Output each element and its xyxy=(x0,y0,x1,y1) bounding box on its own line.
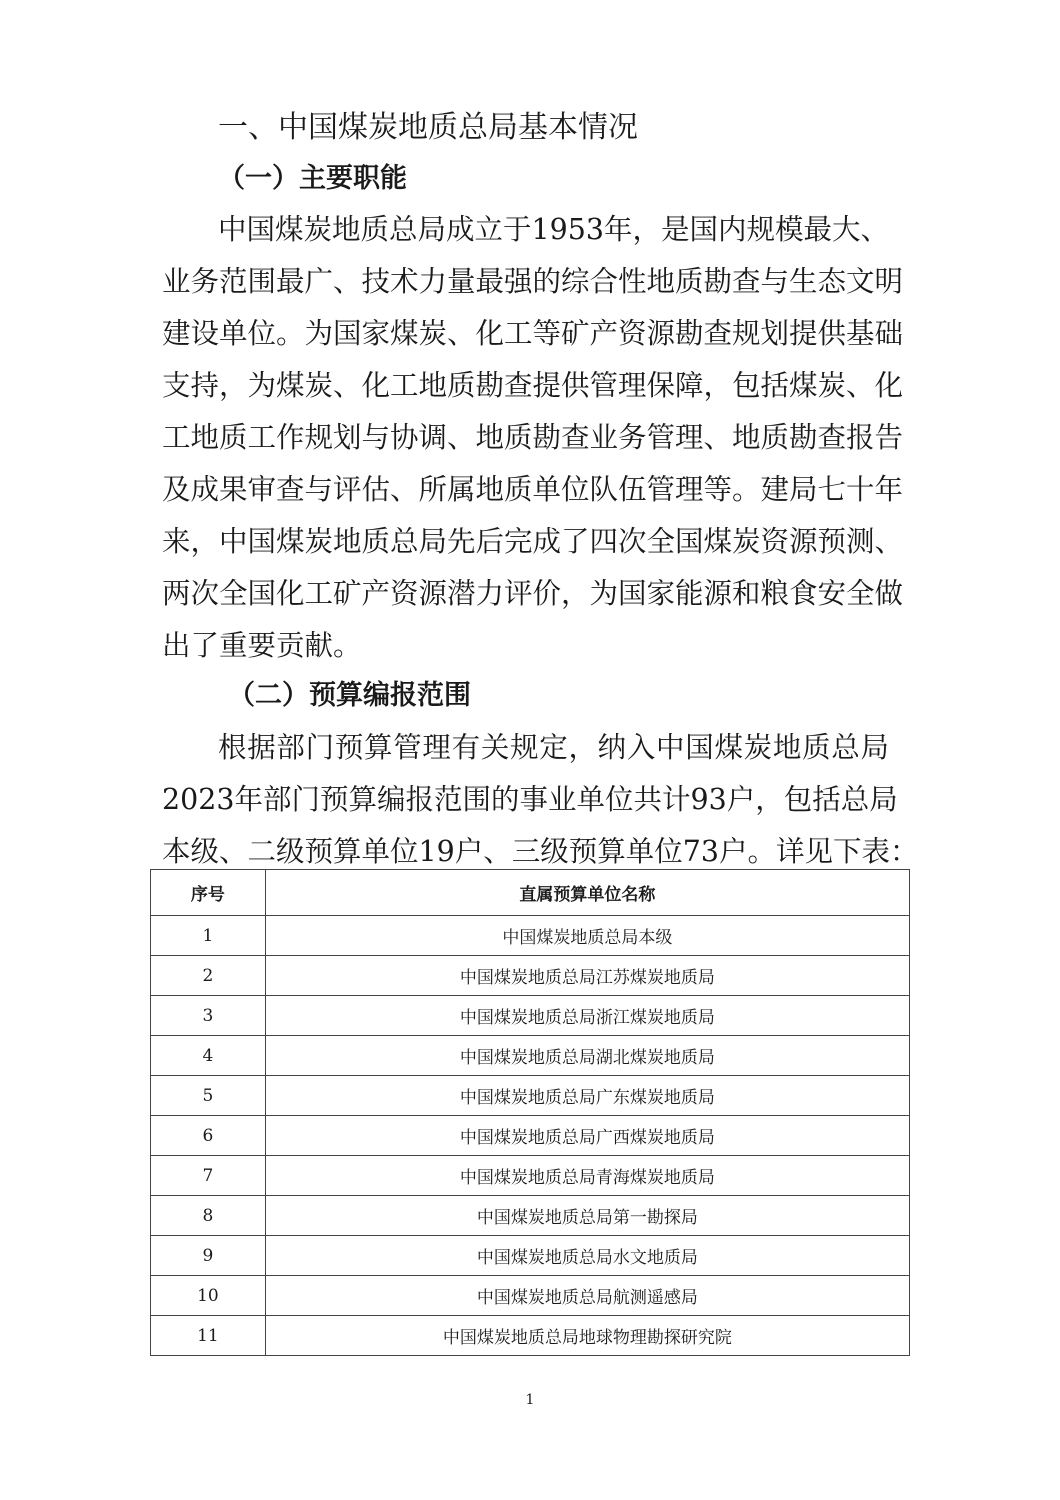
row-index: 3 xyxy=(151,996,266,1036)
table-row xyxy=(151,1156,910,1196)
row-unit-name: 中国煤炭地质总局地球物理勘探研究院 xyxy=(265,1316,909,1356)
table-row xyxy=(151,1076,910,1116)
table-row xyxy=(151,1116,910,1156)
paragraph-line: 本级、二级预算单位19户、三级预算单位73户。详见下表： xyxy=(162,835,919,868)
paragraph-line: 出了重要贡献。 xyxy=(162,629,362,662)
row-unit-name: 中国煤炭地质总局航测遥感局 xyxy=(265,1276,909,1316)
table-row xyxy=(151,996,910,1036)
row-unit-name: 中国煤炭地质总局本级 xyxy=(265,916,909,956)
row-unit-name: 中国煤炭地质总局浙江煤炭地质局 xyxy=(265,996,909,1036)
table-row xyxy=(151,916,910,956)
row-index: 7 xyxy=(151,1156,266,1196)
row-unit-name: 中国煤炭地质总局江苏煤炭地质局 xyxy=(265,956,909,996)
table-row xyxy=(151,1236,910,1276)
paragraph-line: 业务范围最广、技术力量最强的综合性地质勘查与生态文明 xyxy=(162,265,904,298)
row-index: 5 xyxy=(151,1076,266,1116)
table-row xyxy=(151,1196,910,1236)
heading-basic-info: 一、中国煤炭地质总局基本情况 xyxy=(218,110,638,145)
column-header-unit-name: 直属预算单位名称 xyxy=(265,870,909,916)
paragraph-line: 2023年部门预算编报范围的事业单位共计93户，包括总局 xyxy=(162,783,898,816)
budget-units-table xyxy=(150,869,910,1356)
section-title-budget-scope: （二）预算编报范围 xyxy=(228,680,471,711)
row-index: 11 xyxy=(151,1316,266,1356)
paragraph-line: 建设单位。为国家煤炭、化工等矿产资源勘查规划提供基础 xyxy=(162,317,904,350)
row-unit-name: 中国煤炭地质总局水文地质局 xyxy=(265,1236,909,1276)
row-index: 2 xyxy=(151,956,266,996)
paragraph-line: 工地质工作规划与协调、地质勘查业务管理、地质勘查报告 xyxy=(162,421,904,454)
row-index: 9 xyxy=(151,1236,266,1276)
row-index: 10 xyxy=(151,1276,266,1316)
paragraph-line: 两次全国化工矿产资源潜力评价，为国家能源和粮食安全做 xyxy=(162,577,904,610)
table-row xyxy=(151,956,910,996)
table-header-row xyxy=(151,870,910,916)
table-row xyxy=(151,1276,910,1316)
column-header-index: 序号 xyxy=(151,870,266,916)
paragraph-line: 中国煤炭地质总局成立于1953年，是国内规模最大、 xyxy=(218,213,890,246)
paragraph-line: 及成果审查与评估、所属地质单位队伍管理等。建局七十年 xyxy=(162,473,904,506)
row-unit-name: 中国煤炭地质总局广东煤炭地质局 xyxy=(265,1076,909,1116)
row-index: 4 xyxy=(151,1036,266,1076)
row-unit-name: 中国煤炭地质总局广西煤炭地质局 xyxy=(265,1116,909,1156)
row-index: 6 xyxy=(151,1116,266,1156)
paragraph-line: 支持，为煤炭、化工地质勘查提供管理保障，包括煤炭、化 xyxy=(162,369,904,402)
section-title-functions: （一）主要职能 xyxy=(218,163,407,194)
row-unit-name: 中国煤炭地质总局湖北煤炭地质局 xyxy=(265,1036,909,1076)
row-unit-name: 中国煤炭地质总局第一勘探局 xyxy=(265,1196,909,1236)
row-index: 8 xyxy=(151,1196,266,1236)
page-number: 1 xyxy=(525,1392,535,1408)
paragraph-line: 来，中国煤炭地质总局先后完成了四次全国煤炭资源预测、 xyxy=(162,525,904,558)
table-row xyxy=(151,1036,910,1076)
row-index: 1 xyxy=(151,916,266,956)
row-unit-name: 中国煤炭地质总局青海煤炭地质局 xyxy=(265,1156,909,1196)
table-row xyxy=(151,1316,910,1356)
paragraph-line: 根据部门预算管理有关规定，纳入中国煤炭地质总局 xyxy=(218,731,889,764)
